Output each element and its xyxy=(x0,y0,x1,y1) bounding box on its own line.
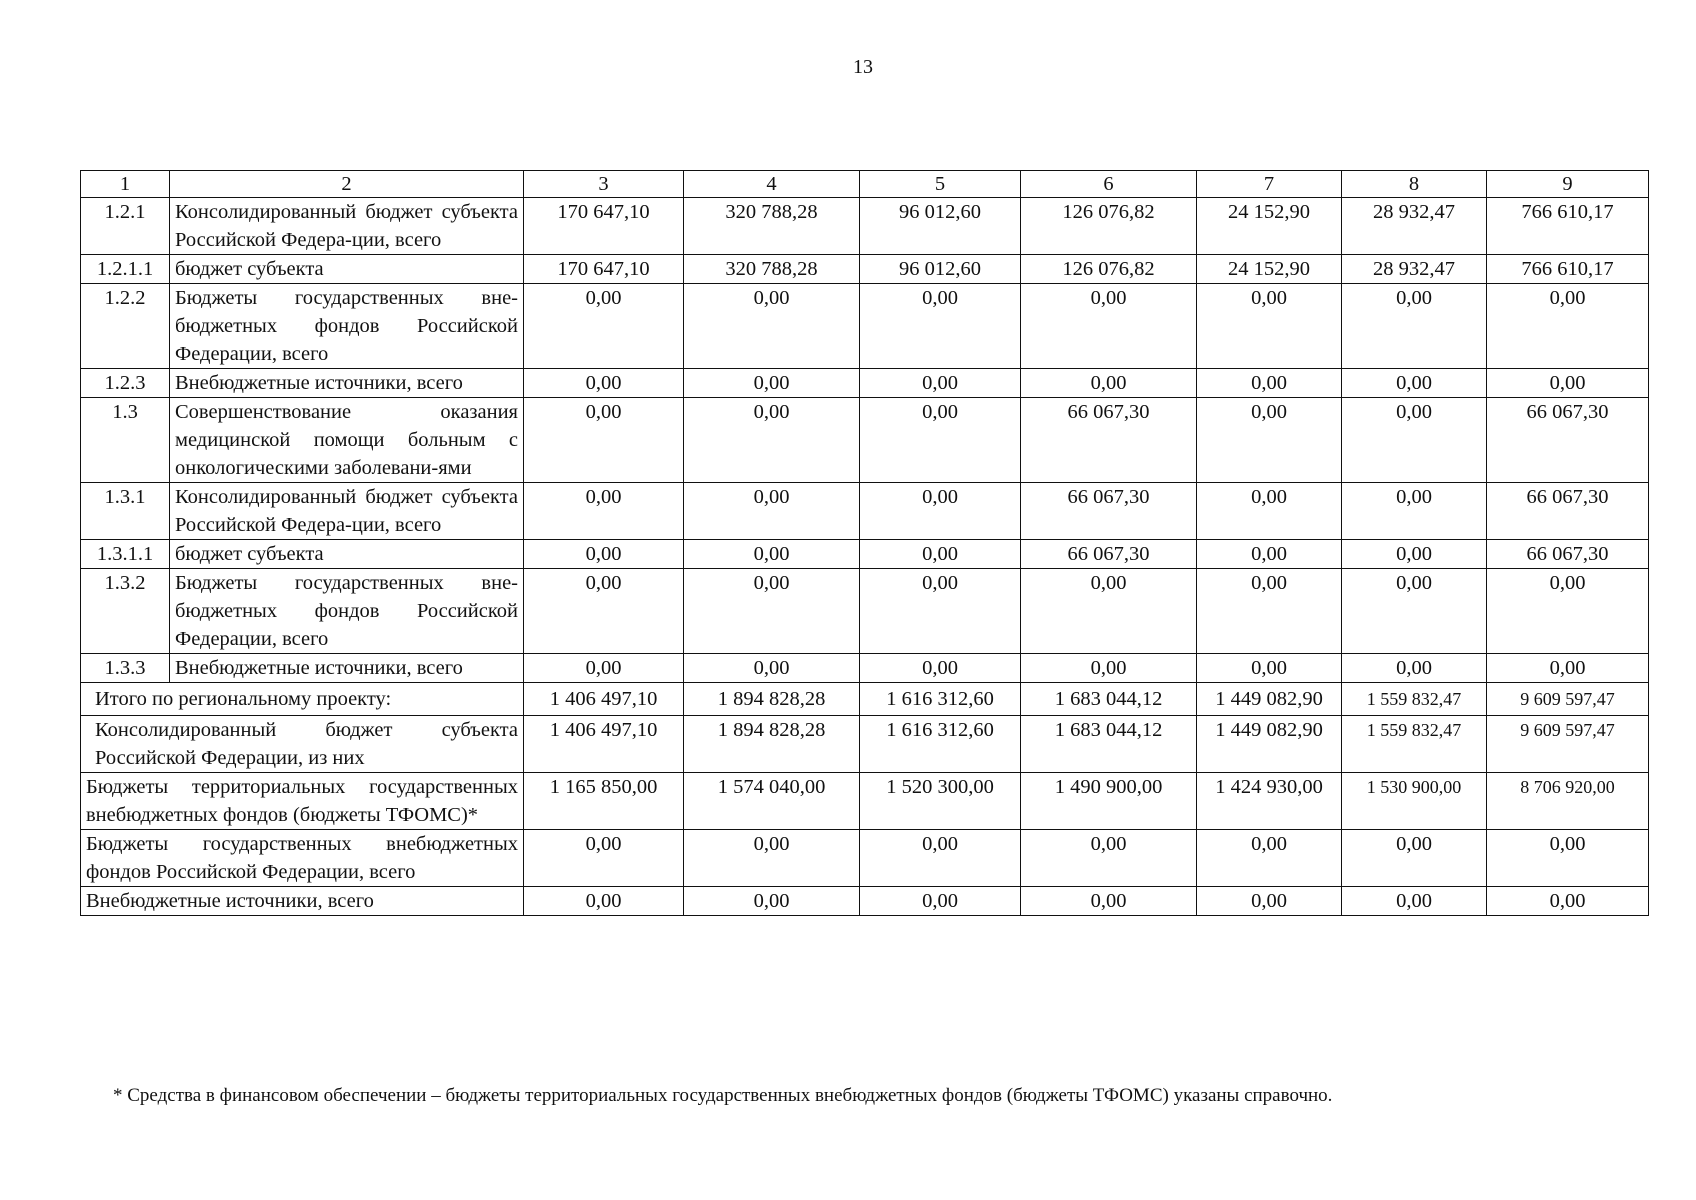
value-cell: 0,00 xyxy=(1197,887,1342,916)
value-cell: 0,00 xyxy=(860,887,1021,916)
value-cell: 0,00 xyxy=(524,569,684,654)
value-cell: 0,00 xyxy=(1197,398,1342,483)
value-cell: 0,00 xyxy=(1197,540,1342,569)
value-cell: 0,00 xyxy=(1197,830,1342,887)
value-cell: 0,00 xyxy=(524,369,684,398)
row-label: бюджет субъекта xyxy=(170,540,524,569)
summary-label: Бюджеты государственных внебюджетных фондов Российской Федерации, всего xyxy=(81,830,524,887)
value-cell: 1 894 828,28 xyxy=(684,683,860,716)
value-cell: 0,00 xyxy=(1342,830,1487,887)
value-cell: 1 616 312,60 xyxy=(860,683,1021,716)
value-cell: 9 609 597,47 xyxy=(1487,716,1649,773)
row-label: Консолидированный бюджет субъекта Российской Федера-ции, всего xyxy=(170,483,524,540)
row-code: 1.2.1 xyxy=(81,198,170,255)
value-cell: 1 894 828,28 xyxy=(684,716,860,773)
value-cell: 1 683 044,12 xyxy=(1021,716,1197,773)
value-cell: 170 647,10 xyxy=(524,198,684,255)
value-cell: 24 152,90 xyxy=(1197,255,1342,284)
value-cell: 66 067,30 xyxy=(1021,483,1197,540)
value-cell: 126 076,82 xyxy=(1021,198,1197,255)
column-header: 8 xyxy=(1342,171,1487,198)
table-row xyxy=(81,255,1649,284)
value-cell: 0,00 xyxy=(1021,654,1197,683)
value-cell: 0,00 xyxy=(1021,569,1197,654)
value-cell: 1 574 040,00 xyxy=(684,773,860,830)
row-code: 1.3.1 xyxy=(81,483,170,540)
value-cell: 0,00 xyxy=(1197,369,1342,398)
table-row xyxy=(81,284,1649,369)
value-cell: 766 610,17 xyxy=(1487,198,1649,255)
value-cell: 0,00 xyxy=(1487,887,1649,916)
value-cell: 0,00 xyxy=(1342,569,1487,654)
row-label: Внебюджетные источники, всего xyxy=(170,654,524,683)
value-cell: 0,00 xyxy=(860,398,1021,483)
value-cell: 1 406 497,10 xyxy=(524,716,684,773)
value-cell: 0,00 xyxy=(684,540,860,569)
column-header: 4 xyxy=(684,171,860,198)
value-cell: 0,00 xyxy=(1197,284,1342,369)
column-header: 6 xyxy=(1021,171,1197,198)
value-cell: 66 067,30 xyxy=(1487,398,1649,483)
row-code: 1.3 xyxy=(81,398,170,483)
value-cell: 0,00 xyxy=(1021,830,1197,887)
value-cell: 66 067,30 xyxy=(1487,540,1649,569)
row-code: 1.3.1.1 xyxy=(81,540,170,569)
value-cell: 0,00 xyxy=(1021,887,1197,916)
value-cell: 0,00 xyxy=(684,887,860,916)
value-cell: 1 559 832,47 xyxy=(1342,683,1487,716)
table-row xyxy=(81,483,1649,540)
value-cell: 28 932,47 xyxy=(1342,198,1487,255)
value-cell: 66 067,30 xyxy=(1021,398,1197,483)
value-cell: 1 559 832,47 xyxy=(1342,716,1487,773)
value-cell: 0,00 xyxy=(524,540,684,569)
table-row xyxy=(81,369,1649,398)
value-cell: 0,00 xyxy=(1197,569,1342,654)
value-cell: 0,00 xyxy=(860,284,1021,369)
value-cell: 0,00 xyxy=(1021,369,1197,398)
row-code: 1.3.2 xyxy=(81,569,170,654)
summary-row-extrabudgetary xyxy=(81,887,1649,916)
value-cell: 66 067,30 xyxy=(1021,540,1197,569)
value-cell: 28 932,47 xyxy=(1342,255,1487,284)
value-cell: 0,00 xyxy=(1342,483,1487,540)
value-cell: 126 076,82 xyxy=(1021,255,1197,284)
value-cell: 0,00 xyxy=(860,483,1021,540)
value-cell: 1 449 082,90 xyxy=(1197,683,1342,716)
value-cell: 0,00 xyxy=(524,654,684,683)
summary-row-tfoms xyxy=(81,773,1649,830)
value-cell: 0,00 xyxy=(1342,284,1487,369)
value-cell: 1 683 044,12 xyxy=(1021,683,1197,716)
value-cell: 1 530 900,00 xyxy=(1342,773,1487,830)
value-cell: 0,00 xyxy=(1487,569,1649,654)
value-cell: 0,00 xyxy=(524,483,684,540)
value-cell: 1 406 497,10 xyxy=(524,683,684,716)
summary-label: Бюджеты территориальных государственных внебюджетных фондов (бюджеты ТФОМС)* xyxy=(81,773,524,830)
column-header: 7 xyxy=(1197,171,1342,198)
table-row xyxy=(81,569,1649,654)
value-cell: 1 490 900,00 xyxy=(1021,773,1197,830)
value-cell: 96 012,60 xyxy=(860,255,1021,284)
value-cell: 0,00 xyxy=(684,483,860,540)
value-cell: 1 165 850,00 xyxy=(524,773,684,830)
value-cell: 1 449 082,90 xyxy=(1197,716,1342,773)
value-cell: 0,00 xyxy=(1197,483,1342,540)
value-cell: 0,00 xyxy=(1342,887,1487,916)
row-code: 1.3.3 xyxy=(81,654,170,683)
financing-table xyxy=(80,170,1649,916)
column-header: 2 xyxy=(170,171,524,198)
column-header: 1 xyxy=(81,171,170,198)
table-row xyxy=(81,540,1649,569)
row-label: бюджет субъекта xyxy=(170,255,524,284)
value-cell: 0,00 xyxy=(860,569,1021,654)
table-row xyxy=(81,654,1649,683)
summary-row-consolidated xyxy=(81,716,1649,773)
value-cell: 0,00 xyxy=(684,654,860,683)
row-label: Внебюджетные источники, всего xyxy=(170,369,524,398)
value-cell: 0,00 xyxy=(524,284,684,369)
value-cell: 0,00 xyxy=(860,540,1021,569)
row-label: Консолидированный бюджет субъекта Российской Федера-ции, всего xyxy=(170,198,524,255)
column-header: 5 xyxy=(860,171,1021,198)
summary-label: Консолидированный бюджет субъекта Российской Федерации, из них xyxy=(81,716,524,773)
value-cell: 0,00 xyxy=(860,830,1021,887)
value-cell: 0,00 xyxy=(524,887,684,916)
value-cell: 0,00 xyxy=(684,369,860,398)
row-label: Бюджеты государственных вне-бюджетных фондов Российской Федерации, всего xyxy=(170,284,524,369)
value-cell: 0,00 xyxy=(1342,540,1487,569)
value-cell: 0,00 xyxy=(684,569,860,654)
table-row xyxy=(81,198,1649,255)
value-cell: 96 012,60 xyxy=(860,198,1021,255)
row-label: Совершенствование оказания медицинской помощи больным с онкологическими заболевани-ями xyxy=(170,398,524,483)
value-cell: 320 788,28 xyxy=(684,198,860,255)
value-cell: 0,00 xyxy=(1487,654,1649,683)
summary-label: Внебюджетные источники, всего xyxy=(81,887,524,916)
value-cell: 8 706 920,00 xyxy=(1487,773,1649,830)
value-cell: 9 609 597,47 xyxy=(1487,683,1649,716)
value-cell: 0,00 xyxy=(684,398,860,483)
summary-row-federal-funds xyxy=(81,830,1649,887)
value-cell: 0,00 xyxy=(1342,398,1487,483)
value-cell: 320 788,28 xyxy=(684,255,860,284)
value-cell: 0,00 xyxy=(1021,284,1197,369)
row-label: Бюджеты государственных вне-бюджетных фондов Российской Федерации, всего xyxy=(170,569,524,654)
page-number: 13 xyxy=(853,56,873,78)
value-cell: 0,00 xyxy=(524,830,684,887)
value-cell: 0,00 xyxy=(1487,369,1649,398)
value-cell: 0,00 xyxy=(860,369,1021,398)
value-cell: 0,00 xyxy=(1342,654,1487,683)
value-cell: 766 610,17 xyxy=(1487,255,1649,284)
value-cell: 0,00 xyxy=(1487,830,1649,887)
column-number-header-row xyxy=(81,171,1649,198)
value-cell: 1 616 312,60 xyxy=(860,716,1021,773)
value-cell: 0,00 xyxy=(1487,284,1649,369)
footnote: * Средства в финансовом обеспечении – бюджеты территориальных государственных внебюджетных фондов (бюджеты ТФОМС) указаны справочно. xyxy=(113,1085,1333,1106)
column-header: 3 xyxy=(524,171,684,198)
value-cell: 1 424 930,00 xyxy=(1197,773,1342,830)
row-code: 1.2.2 xyxy=(81,284,170,369)
value-cell: 0,00 xyxy=(860,654,1021,683)
summary-row-total xyxy=(81,683,1649,716)
column-header: 9 xyxy=(1487,171,1649,198)
value-cell: 0,00 xyxy=(1197,654,1342,683)
summary-label: Итого по региональному проекту: xyxy=(81,683,524,716)
value-cell: 0,00 xyxy=(1342,369,1487,398)
value-cell: 1 520 300,00 xyxy=(860,773,1021,830)
table-row xyxy=(81,398,1649,483)
value-cell: 170 647,10 xyxy=(524,255,684,284)
row-code: 1.2.3 xyxy=(81,369,170,398)
value-cell: 0,00 xyxy=(684,284,860,369)
value-cell: 66 067,30 xyxy=(1487,483,1649,540)
row-code: 1.2.1.1 xyxy=(81,255,170,284)
value-cell: 0,00 xyxy=(524,398,684,483)
value-cell: 0,00 xyxy=(684,830,860,887)
value-cell: 24 152,90 xyxy=(1197,198,1342,255)
